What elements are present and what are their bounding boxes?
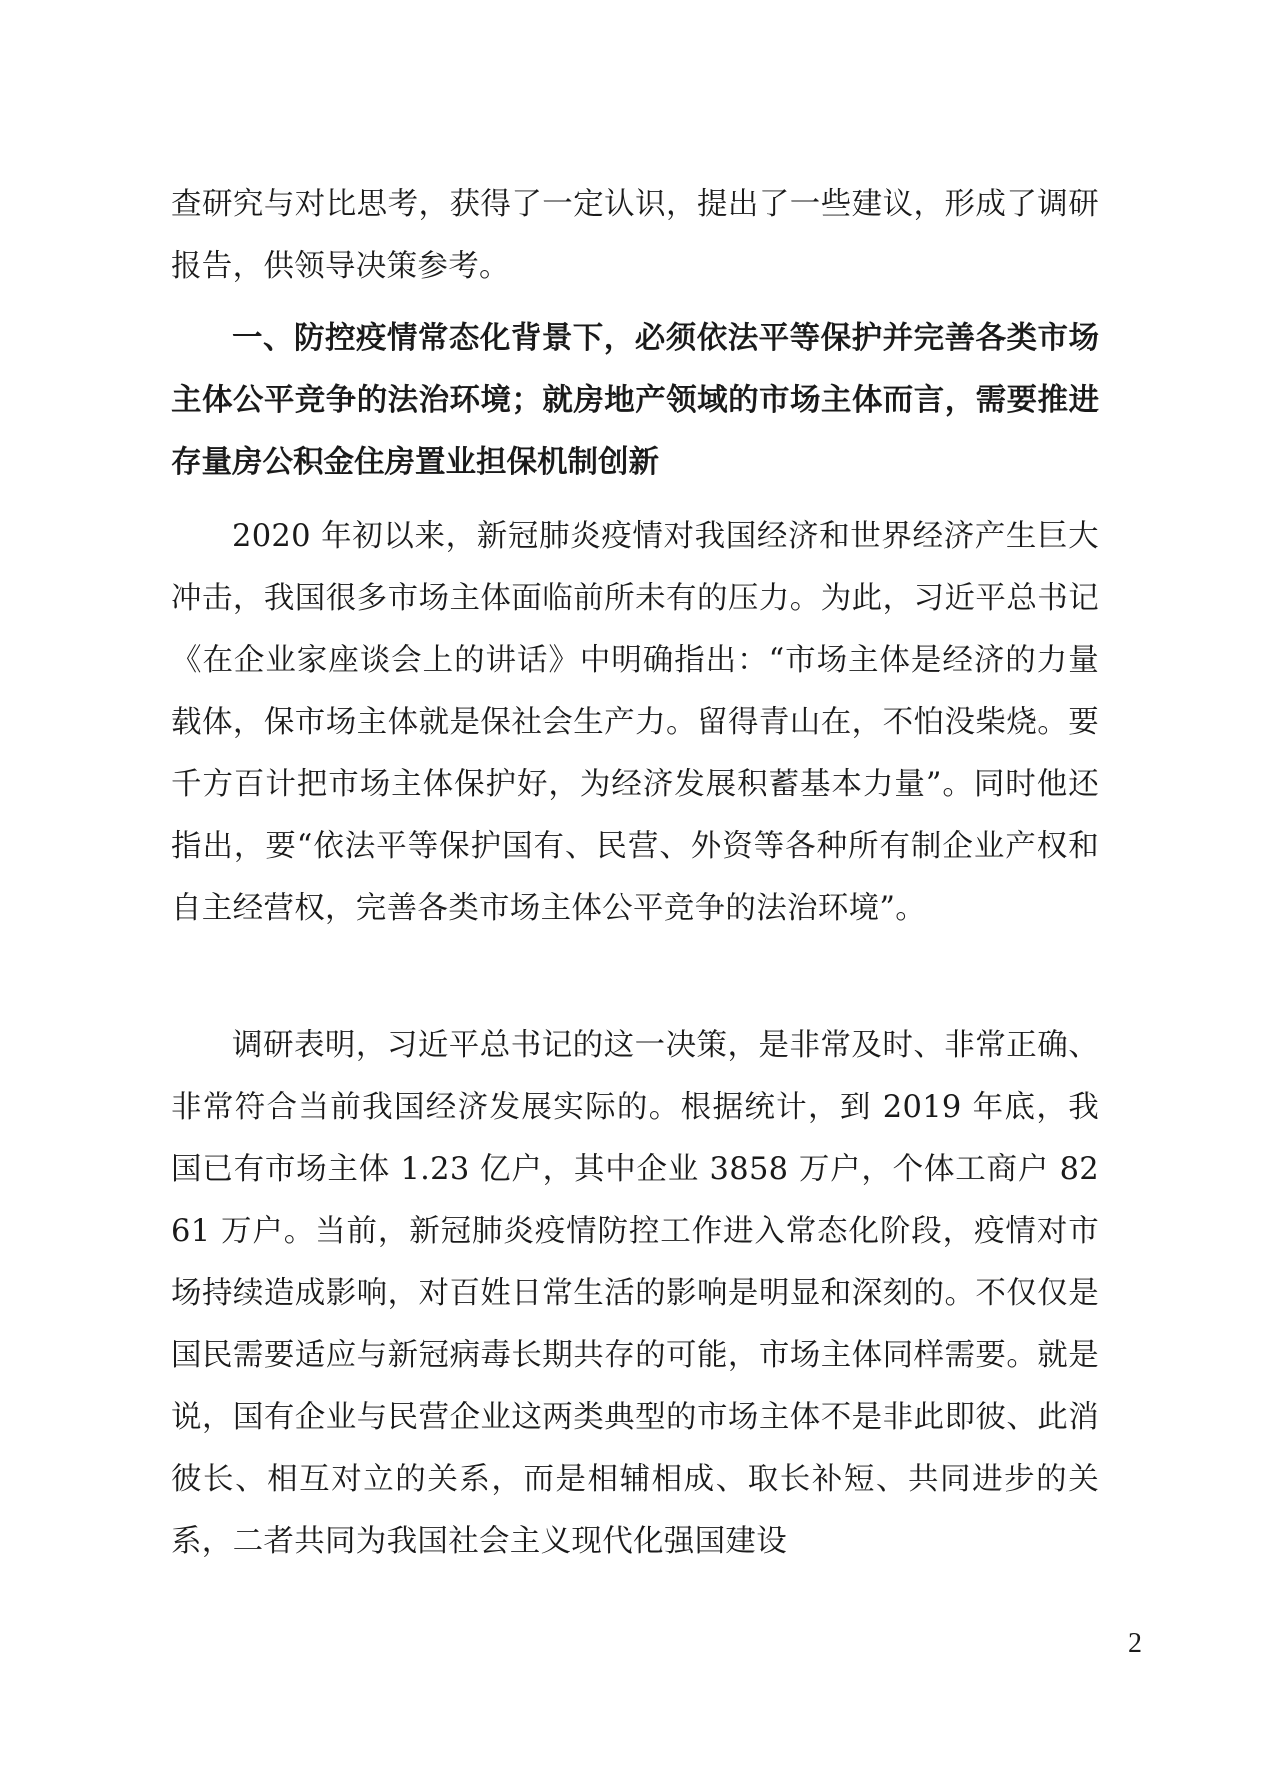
page-number: 2 — [1128, 1628, 1142, 1659]
intro-paragraph: 查研究与对比思考，获得了一定认识，提出了一些建议，形成了调研报告，供领导决策参考。 — [171, 187, 1099, 284]
body-paragraph-2: 调研表明，习近平总书记的这一决策，是非常及时、非常正确、非常符合当前我国经济发展实际的。根据统计，到 2019 年底，我国已有市场主体 1.23 亿户，其中企业 3858 万户，个体工商户 8261 万户。当前，新冠肺炎疫情防控工作进入常态化阶段，疫情对市场持续造成影响，对百姓日常生活的影响是明显和深刻的。不仅仅是国民需要适应与新冠病毒长期共存的可能，市场主体同样需要。就是说，国有企业与民营企业这两类典型的市场主体不是非此即彼、此消彼长、相互对立的关系，而是相辅相成、取长补短、共同进步的关系，二者共同为我国社会主义现代化强国建设 — [171, 1028, 1099, 1559]
body-paragraph-1: 2020 年初以来，新冠肺炎疫情对我国经济和世界经济产生巨大冲击，我国很多市场主体面临前所未有的压力。为此，习近平总书记《在企业家座谈会上的讲话》中明确指出：“市场主体是经济的力量载体，保市场主体就是保社会生产力。留得青山在，不怕没柴烧。要千方百计把市场主体保护好，为经济发展积蓄基本力量”。同时他还指出，要“依法平等保护国有、民营、外资等各种所有制企业产权和自主经营权，完善各类市场主体公平竞争的法治环境”。 — [171, 519, 1099, 926]
section-heading: 一、防控疫情常态化背景下，必须依法平等保护并完善各类市场主体公平竞争的法治环境；就房地产领域的市场主体而言，需要推进存量房公积金住房置业担保机制创新 — [171, 321, 1099, 480]
